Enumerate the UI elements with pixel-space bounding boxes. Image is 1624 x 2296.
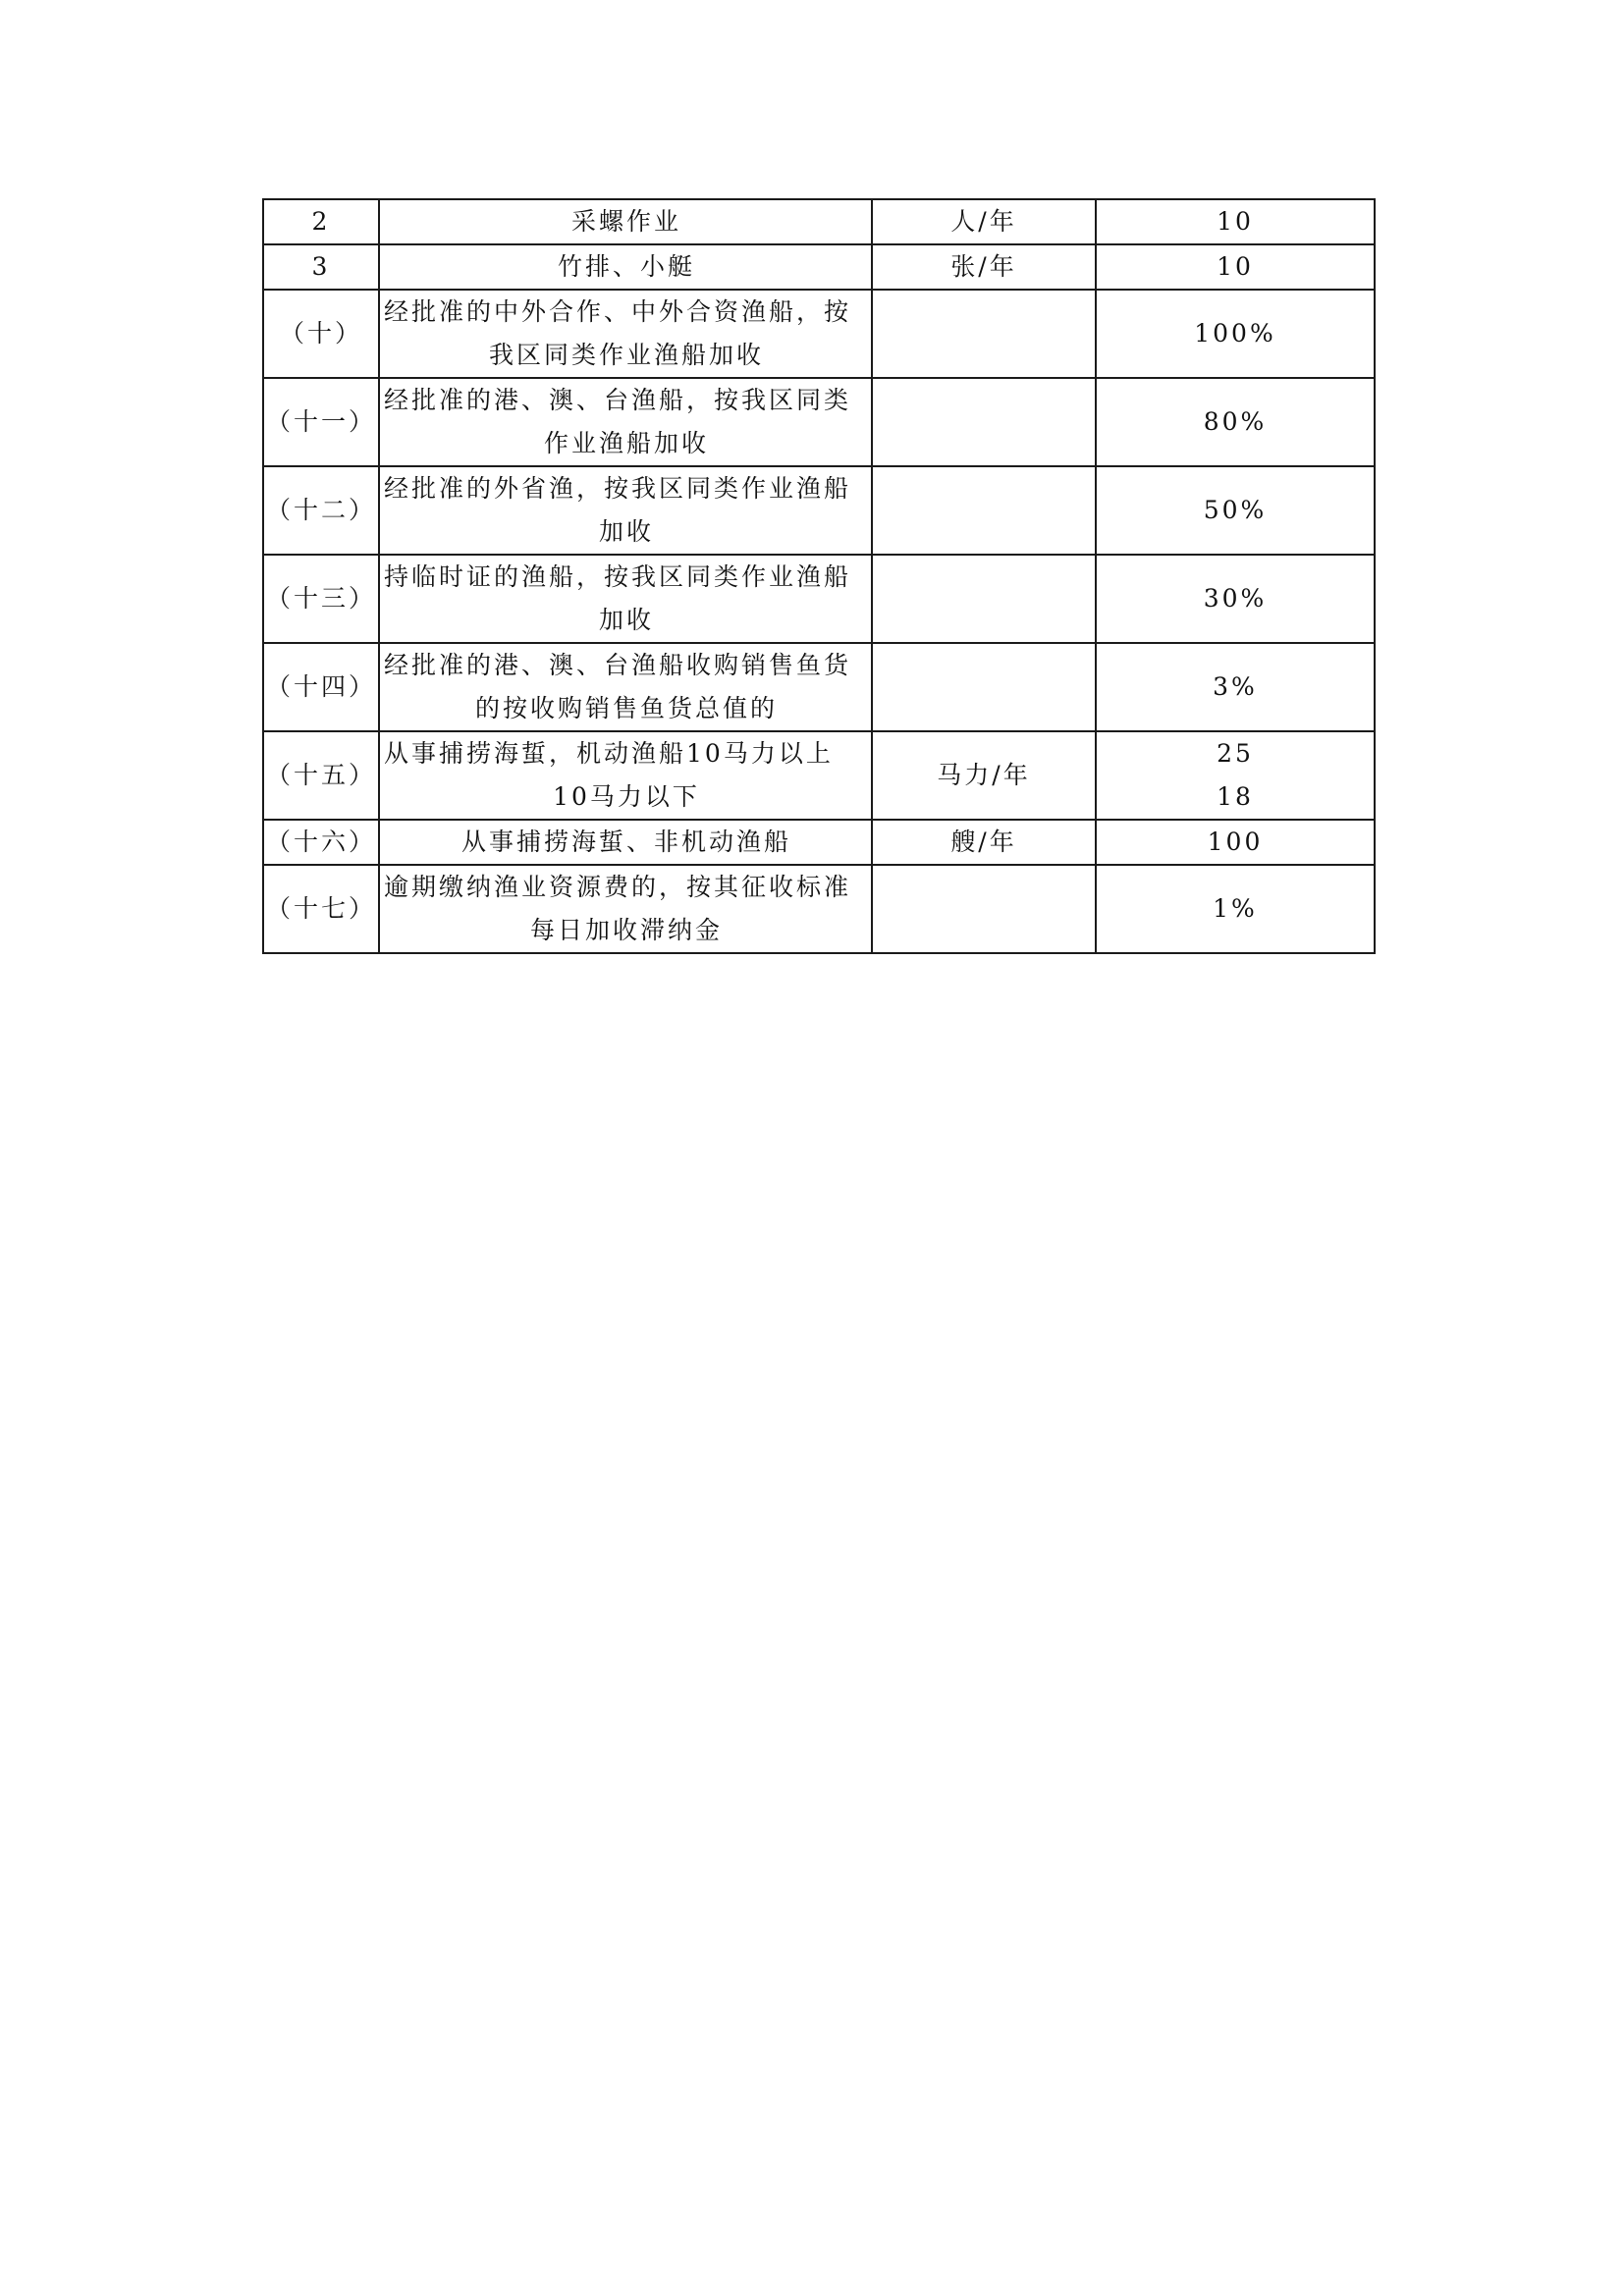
fee-rate [1096, 199, 1375, 244]
fee-rate [1096, 643, 1375, 731]
fee-item-line-1: 从事捕捞海蜇、非机动渔船 [460, 828, 791, 856]
fee-rate-value-2: 18 [1217, 782, 1254, 811]
fee-item [379, 731, 872, 820]
fee-item [379, 643, 872, 731]
fee-rate-value-1: 80% [1203, 407, 1268, 436]
fee-item-line-2: 加收 [598, 606, 654, 634]
fee-item-line-1: 经批准的外省渔，按我区同类作业渔船 [384, 474, 852, 503]
fee-item-line-1: 从事捕捞海蜇，机动渔船10马力以上 [384, 739, 834, 768]
fee-table-body [263, 199, 1375, 953]
fee-rate-value-1: 3% [1213, 672, 1258, 701]
row-number: 2 [263, 199, 379, 244]
fee-item-line-1: 持临时证的渔船，按我区同类作业渔船 [384, 562, 852, 591]
table-row [263, 865, 1375, 953]
fee-item [379, 290, 872, 378]
row-number: （十四） [263, 643, 379, 731]
fee-item [379, 378, 872, 466]
fee-item-line-1: 采螺作业 [570, 207, 681, 236]
fee-rate-value-1: 1% [1213, 894, 1258, 923]
fee-item-line-2: 10马力以下 [553, 782, 700, 811]
fee-rate [1096, 290, 1375, 378]
fee-item-line-2: 每日加收滞纳金 [529, 916, 723, 944]
fee-item-line-1: 经批准的中外合作、中外合资渔船，按 [384, 297, 852, 326]
fee-item-line-1: 经批准的港、澳、台渔船收购销售鱼货 [384, 651, 852, 679]
fee-item-line-1: 逾期缴纳渔业资源费的，按其征收标准 [384, 873, 852, 901]
row-number: （十五） [263, 731, 379, 820]
row-number: （十七） [263, 865, 379, 953]
fee-rate-value-1: 10 [1217, 252, 1254, 281]
fee-rate-value-1: 100% [1194, 319, 1276, 347]
row-number: （十） [263, 290, 379, 378]
table-row [263, 244, 1375, 290]
table-row [263, 466, 1375, 555]
table-row [263, 643, 1375, 731]
fee-rate [1096, 731, 1375, 820]
fee-unit [872, 643, 1096, 731]
fee-rate-value-1: 30% [1203, 584, 1268, 613]
fee-unit [872, 466, 1096, 555]
fee-table [262, 198, 1376, 954]
fee-item-line-2: 我区同类作业渔船加收 [488, 341, 764, 369]
fee-item [379, 466, 872, 555]
fee-unit [872, 865, 1096, 953]
fee-unit [872, 290, 1096, 378]
fee-unit [872, 378, 1096, 466]
fee-item [379, 244, 872, 290]
fee-rate [1096, 555, 1375, 643]
table-row [263, 731, 1375, 820]
row-number: （十二） [263, 466, 379, 555]
fee-unit: 张/年 [872, 244, 1096, 290]
table-row [263, 378, 1375, 466]
fee-rate [1096, 865, 1375, 953]
row-number: 3 [263, 244, 379, 290]
fee-rate [1096, 244, 1375, 290]
fee-unit: 艘/年 [872, 820, 1096, 865]
fee-item-line-2: 加收 [598, 517, 654, 546]
row-number: （十六） [263, 820, 379, 865]
fee-item [379, 199, 872, 244]
row-number: （十一） [263, 378, 379, 466]
table-row [263, 555, 1375, 643]
fee-rate-value-1: 10 [1217, 207, 1254, 236]
fee-rate [1096, 820, 1375, 865]
fee-rate-value-1: 25 [1217, 739, 1254, 768]
fee-rate [1096, 378, 1375, 466]
fee-rate-value-1: 50% [1203, 496, 1268, 524]
fee-item-line-1: 竹排、小艇 [557, 252, 695, 281]
fee-item [379, 820, 872, 865]
fee-item [379, 555, 872, 643]
row-number: （十三） [263, 555, 379, 643]
fee-item-line-2: 的按收购销售鱼货总值的 [474, 694, 778, 722]
fee-item-line-2: 作业渔船加收 [543, 429, 709, 457]
fee-rate-value-1: 100 [1207, 828, 1264, 856]
fee-unit: 马力/年 [872, 731, 1096, 820]
fee-rate [1096, 466, 1375, 555]
fee-item [379, 865, 872, 953]
table-row [263, 199, 1375, 244]
fee-unit [872, 555, 1096, 643]
table-row [263, 820, 1375, 865]
table-row [263, 290, 1375, 378]
fee-unit: 人/年 [872, 199, 1096, 244]
fee-item-line-1: 经批准的港、澳、台渔船，按我区同类 [384, 386, 852, 414]
